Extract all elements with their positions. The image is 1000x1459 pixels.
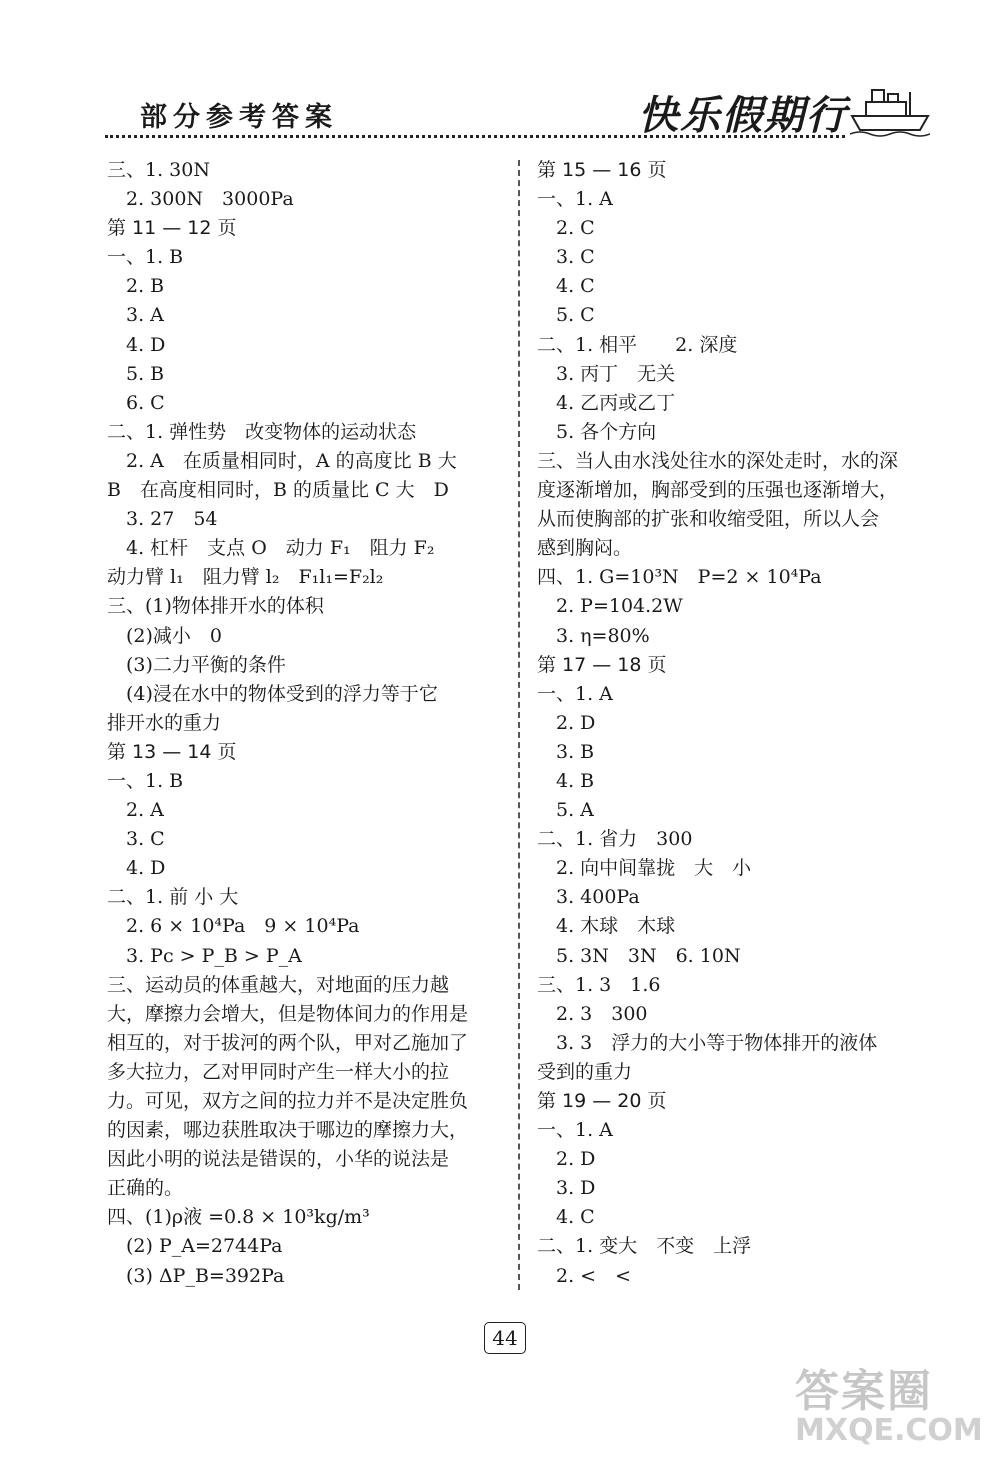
answer-line: 三、1. 30N [107,159,210,181]
answer-line: (4)浸在水中的物体受到的浮力等于它 [107,682,438,705]
left-answer-column [107,156,497,1291]
answer-line: 四、(1)ρ液 =0.8 × 10³kg/m³ [107,1206,370,1229]
answer-line: 二、1. 前 小 大 [107,886,239,909]
answer-line: 4. 杠杆 支点 O 动力 F₁ 阻力 F₂ [107,537,435,560]
answer-line: 3. D [537,1177,596,1200]
answer-line: 4. B [537,769,595,792]
answer-line: 从而使胸部的扩张和收缩受阻，所以人会 [537,508,880,531]
answer-line: 相互的，对于拔河的两个队，甲对乙施加了 [107,1031,469,1054]
answer-line: 2. < < [537,1264,632,1287]
answer-line: 一、1. A [537,188,613,211]
answer-line: 三、运动员的体重越大，对地面的压力越 [107,973,450,996]
section-heading: 第 17 — 18 页 [537,653,667,676]
answer-line: 2. A 在质量相同时，A 的高度比 B 大 [107,449,457,472]
answer-line: 5. C [537,304,595,327]
answer-line: 度逐渐增加，胸部受到的压强也逐渐增大， [537,479,899,502]
answer-line: 二、1. 变大 不变 上浮 [537,1235,752,1258]
answer-line: 3. 27 54 [107,508,218,531]
answer-line: (2)减小 0 [107,624,223,647]
header-right-title: 快乐假期行 [638,93,848,139]
answer-line: 2. 300N 3000Pa [107,188,294,211]
answer-line: 5. A [537,799,594,822]
answer-line: 4. D [107,333,166,356]
answer-line: 一、1. A [537,682,613,705]
answer-line: B 在高度相同时，B 的质量比 C 大 D [107,479,449,502]
answer-line: 2. 向中间靠拢 大 小 [537,857,752,880]
answer-line: 二、1. 省力 300 [537,828,693,851]
header-divider [105,135,845,138]
watermark-logo: 答案圈 [795,1366,933,1417]
answer-line: 3. Pᴄ > P_B > P_A [107,944,302,967]
answer-line: 因此小明的说法是错误的，小华的说法是 [107,1148,450,1171]
answer-line: 四、1. G=10³N P=2 × 10⁴Pa [537,566,822,589]
answer-line: 3. 3 浮力的大小等于物体排开的液体 [537,1031,878,1054]
watermark [795,1355,995,1455]
answer-line: 5. 3N 3N 6. 10N [537,944,741,967]
answer-line: 大，摩擦力会增大，但是物体间力的作用是 [107,1002,469,1025]
answer-line: 4. 乙丙或乙丁 [537,391,676,414]
column-divider [518,160,520,1290]
answer-line: (3)二力平衡的条件 [107,653,286,676]
answer-line: 3. 丙丁 无关 [537,362,676,385]
answer-line: 6. C [107,391,165,414]
answer-line: 2. B [107,275,165,298]
answer-line: 3. η=80% [537,624,650,647]
answer-line: 2. C [537,217,595,240]
answer-line: 排开水的重力 [107,711,222,734]
section-heading: 第 19 — 20 页 [537,1090,667,1112]
answer-line: 一、1. B [107,769,184,792]
answer-line: (2) P_A=2744Pa [107,1235,283,1258]
answer-line: 3. C [537,246,595,269]
answer-line: 2. D [537,1148,596,1171]
section-heading: 第 13 — 14 页 [107,740,237,763]
header-left-title: 部分参考答案 [140,102,338,133]
answer-line: 三、当人由水浅处往水的深处走时，水的深 [537,449,899,472]
page-header [0,0,1000,150]
answer-line: 一、1. B [107,246,184,269]
answer-line: 3. A [107,304,164,327]
answer-line: 2. P=104.2W [537,595,683,618]
answer-line: 5. 各个方向 [537,420,657,443]
watermark-url: MXQE.COM [795,1413,983,1448]
answer-line: 受到的重力 [537,1060,633,1083]
section-heading: 第 15 — 16 页 [537,159,667,181]
answer-line: 三、1. 3 1.6 [537,973,661,996]
answer-line: (3) ΔP_B=392Pa [107,1264,285,1287]
answer-line: 4. 木球 木球 [537,915,676,938]
answer-line: 2. A [107,799,164,822]
answer-line: 一、1. A [537,1119,613,1142]
answer-line: 3. C [107,828,165,851]
answer-line: 2. 6 × 10⁴Pa 9 × 10⁴Pa [107,915,360,938]
answer-line: 力。可见，双方之间的拉力并不是决定胜负 [107,1090,469,1112]
answer-line: 4. C [537,1206,595,1229]
answer-line: 4. D [107,857,166,880]
answer-line: 4. C [537,275,595,298]
answer-line: 2. D [537,711,596,734]
answer-line: 感到胸闷。 [537,537,633,560]
answer-line: 3. 400Pa [537,886,640,909]
page-number: 44 [484,1322,526,1354]
answer-line: 2. 3 300 [537,1002,648,1025]
answer-line: 3. B [537,740,595,763]
answer-line: 多大拉力，乙对甲同时产生一样大小的拉 [107,1060,450,1083]
answer-line: 动力臂 l₁ 阻力臂 l₂ F₁l₁=F₂l₂ [107,566,384,589]
section-heading: 第 11 — 12 页 [107,217,237,240]
answer-line: 二、1. 相平 2. 深度 [537,333,738,356]
answer-line: 正确的。 [107,1177,184,1200]
ship-icon [850,82,930,138]
answer-line: 5. B [107,362,165,385]
right-answer-column [537,156,927,1291]
answer-line: 三、(1)物体排开水的体积 [107,595,324,618]
answer-line: 的因素，哪边获胜取决于哪边的摩擦力大， [107,1119,469,1142]
answer-line: 二、1. 弹性势 改变物体的运动状态 [107,420,417,443]
